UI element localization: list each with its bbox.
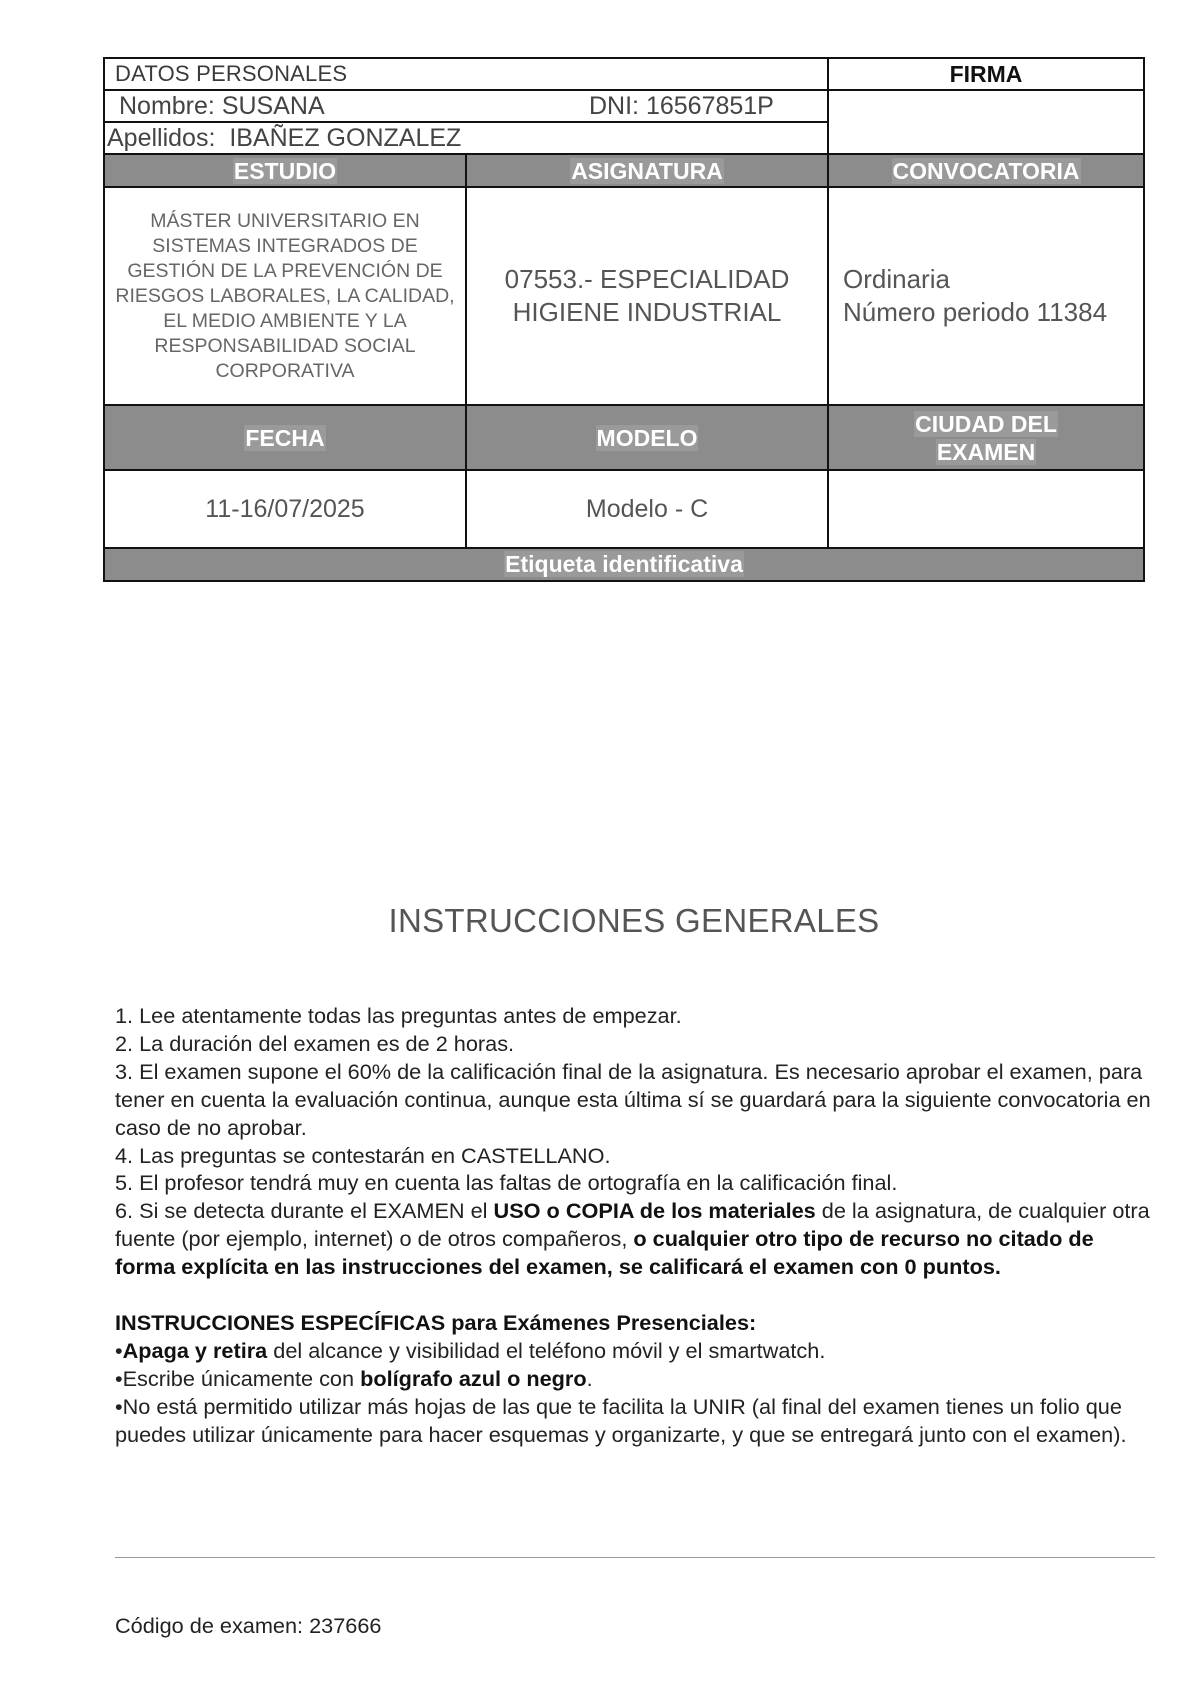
convocatoria-line-2: Número periodo 11384 — [843, 297, 1108, 327]
convocatoria-header — [828, 154, 1144, 187]
exam-code: Código de examen: 237666 — [115, 1613, 382, 1638]
item6-text-c: de la asignatura, de cualquier otra fuente (por ejemplo, internet) o de otros compañeros, — [115, 1198, 1150, 1252]
ciudad-header-line-2: EXAMEN — [936, 438, 1036, 465]
apellidos-label: Apellidos: — [107, 123, 216, 152]
convocatoria-header-label: CONVOCATORIA — [892, 157, 1080, 184]
specific-instructions-title — [115, 1309, 1155, 1337]
asignatura-line-1: 07553.- ESPECIALIDAD — [504, 264, 790, 294]
spec1-text: del alcance y visibilidad el teléfono móvil y el smartwatch. — [267, 1337, 826, 1363]
exam-header-table — [103, 57, 1145, 582]
convocatoria-line-1: Ordinaria — [843, 264, 950, 294]
asignatura-value — [466, 187, 828, 405]
dni-group — [589, 92, 774, 121]
specific-item-2 — [115, 1365, 1155, 1393]
instruction-item-2: 2. La duración del examen es de 2 horas. — [115, 1030, 515, 1056]
firma-box — [828, 90, 1144, 154]
estudio-header — [104, 154, 466, 187]
dni-value: 16567851P — [645, 91, 774, 120]
asignatura-line-2: HIGIENE INDUSTRIAL — [512, 297, 782, 327]
specific-title-text: INSTRUCCIONES ESPECÍFICAS para Exámenes Presenciales: — [115, 1310, 757, 1336]
instruction-item-3: 3. El examen supone el 60% de la calificación final de la asignatura. Es necesario aprobar el examen, para tener en cuenta la evaluación continua, aunque esta última sí se guardará para la siguiente convocatoria en caso de no aprobar. — [115, 1058, 1151, 1140]
apellidos-row — [104, 122, 828, 154]
etiqueta-identificativa-bar — [104, 548, 1144, 581]
spacer — [115, 1281, 1155, 1309]
fecha-header-label: FECHA — [245, 424, 325, 451]
ciudad-value — [828, 470, 1144, 548]
spec1-bold: Apaga y retira — [122, 1337, 268, 1363]
dni-label: DNI: — [589, 91, 639, 120]
fecha-value: 11-16/07/2025 — [104, 470, 466, 548]
modelo-header-label: MODELO — [596, 424, 698, 451]
asignatura-header-label: ASIGNATURA — [571, 157, 723, 184]
asignatura-header — [466, 154, 828, 187]
nombre-dni-row — [104, 90, 828, 122]
datos-personales-label: DATOS PERSONALES — [104, 58, 828, 90]
instructions-title: INSTRUCCIONES GENERALES — [388, 902, 880, 939]
spec2-text-a: •Escribe únicamente con — [115, 1365, 361, 1391]
etiqueta-identificativa-label: Etiqueta identificativa — [505, 551, 743, 577]
instruction-item-1: 1. Lee atentamente todas las preguntas antes de empezar. — [115, 1003, 682, 1028]
item6-text-a: 6. Si se detecta durante el EXAMEN el — [115, 1198, 494, 1224]
modelo-value: Modelo - C — [466, 470, 828, 548]
spec1-bullet: • — [115, 1337, 123, 1363]
instruction-item-4: 4. Las preguntas se contestarán en CASTELLANO. — [115, 1142, 611, 1168]
fecha-header — [104, 405, 466, 470]
convocatoria-value — [828, 187, 1144, 405]
instructions-body — [115, 1002, 1155, 1449]
apellidos-value: IBAÑEZ GONZALEZ — [229, 123, 462, 152]
modelo-header — [466, 405, 828, 470]
item6-bold-b: USO o COPIA de los materiales — [493, 1198, 816, 1224]
instruction-item-5: 5. El profesor tendrá muy en cuenta las faltas de ortografía en la calificación final. — [115, 1170, 898, 1196]
instruction-item-6 — [115, 1197, 1155, 1281]
specific-item-1 — [115, 1337, 1155, 1365]
specific-item-3: •No está permitido utilizar más hojas de las que te facilita la UNIR (al final del examen tienes un folio que puedes utilizar únicamente para hacer esquemas y organizarte, y que se entregará junto con el examen). — [115, 1393, 1127, 1447]
ciudad-header — [828, 405, 1144, 470]
spec2-bold: bolígrafo azul o negro — [360, 1365, 587, 1391]
spec2-text-c: . — [586, 1365, 593, 1391]
estudio-value: MÁSTER UNIVERSITARIO EN SISTEMAS INTEGRADOS DE GESTIÓN DE LA PREVENCIÓN DE RIESGOS LABORALES, LA CALIDAD, EL MEDIO AMBIENTE Y LA RESPONSABILIDAD SOCIAL CORPORATIVA — [104, 187, 466, 405]
ciudad-header-line-1: CIUDAD DEL — [915, 410, 1057, 437]
nombre-value: SUSANA — [221, 91, 325, 120]
nombre-label: Nombre: — [119, 91, 215, 120]
footer-divider — [115, 1557, 1155, 1558]
item6-bold-d: o cualquier otro tipo de recurso no citado de forma explícita en las instrucciones del examen, se calificará el examen con 0 puntos. — [115, 1226, 1094, 1280]
firma-label: FIRMA — [828, 58, 1144, 90]
estudio-header-label: ESTUDIO — [233, 157, 337, 184]
